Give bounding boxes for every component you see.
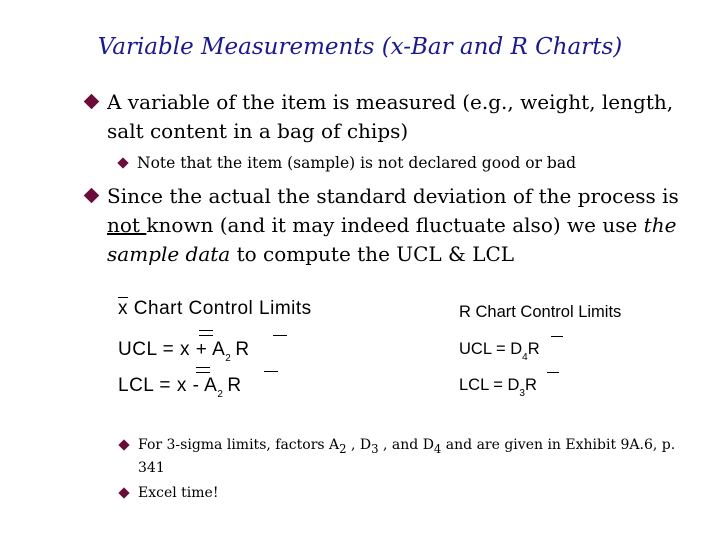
double-bar-ucl-bottom [199,335,213,336]
r-ucl-formula [459,340,540,363]
bullet3-part4: and are given in Exhibit 9A.6, p. 341 [138,437,676,476]
bullet3-part1: For 3-sigma limits, factors A [138,437,340,453]
bullet2-italic: the sample data [107,213,677,266]
xbar-ucl-plus: + A [189,339,226,360]
r-lcl-sub: 3 [519,388,525,399]
bullet3-sub3: 4 [433,441,442,456]
xbar-ucl-r: R [235,339,250,360]
xbar-lcl-sub: 2 [217,389,224,400]
xbar-ucl-formula [118,339,250,364]
bullet-text-4: Excel time! [138,485,219,501]
xbar-lcl-formula [118,375,242,400]
bullet2-part3: to compute the UCL & LCL [230,242,515,266]
bullet-text-3 [138,436,698,478]
double-bar-ucl-top [199,330,213,331]
xbar-heading-rest: Chart Control Limits [128,298,312,319]
bullet2-part1: Since the actual the standard deviation of the process is [107,184,679,208]
slide-title: Variable Measurements (x-Bar and R Charts) [97,34,623,60]
xbar-heading [118,298,312,320]
bullet-diamond-icon [84,94,100,110]
bullet3-part3: , and D [378,437,434,453]
sub-bullet-diamond-icon [118,487,129,498]
bullet-text-1: A variable of the item is measured (e.g., weight, length, salt content in a bag of chips) [107,90,674,143]
xbar-lcl-label: LCL = [118,375,177,396]
bullet2-underline: not [107,213,147,237]
r-bar-r-lcl [547,372,559,373]
r-lcl-label: LCL = D [459,376,520,394]
xbar-lcl-r: R [227,375,242,396]
double-bar-lcl-bottom [196,372,210,373]
xbar-lcl-x: x [176,375,187,396]
r-bar-ucl [273,335,287,336]
xbar-heading-x: $\overline{x}$ [118,298,128,319]
bullet3-part2: , D [346,437,372,453]
bullet3-sub2: 3 [371,441,379,456]
r-ucl-label: UCL = D [459,340,523,358]
r-ucl-r: R [527,340,540,358]
r-ucl-sub: 4 [522,352,528,363]
bullet-text-2 [107,182,707,269]
sub-bullet-diamond-icon [117,157,128,168]
bullet3-sub1: 2 [339,441,347,456]
xbar-ucl-label: UCL = [118,339,180,360]
r-heading: R Chart Control Limits [459,303,622,321]
r-lcl-formula [459,376,537,399]
xbar-lcl-minus: - A [186,375,218,396]
r-bar-lcl [264,371,278,372]
bullet-diamond-icon [84,188,100,204]
r-lcl-r: R [524,376,537,394]
xbar-ucl-x: x [179,339,190,360]
xbar-ucl-sub: 2 [225,353,232,364]
bullet2-part2: known (and it may indeed fluctuate also) we use [146,213,644,237]
double-bar-lcl-top [196,367,210,368]
r-bar-r-ucl [551,336,563,337]
sub-bullet-diamond-icon [118,439,129,450]
sub-bullet-text: Note that the item (sample) is not declared good or bad [137,154,576,172]
